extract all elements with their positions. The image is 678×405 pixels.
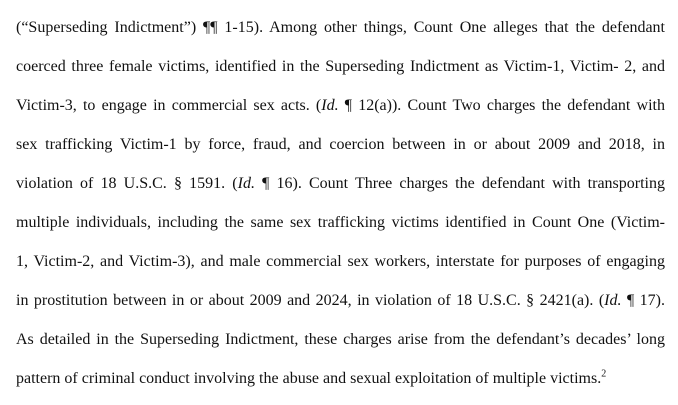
text-segment: ¶ 12(a)). Count Two charges the defendant with — [338, 97, 666, 114]
text-line-7: 1, Victim-2, and Victim-3), and male commercial sex workers, interstate for purposes of engaging — [16, 253, 665, 270]
text-line-2: coerced three female victims, identified in the Superseding Indictment as Victim-1, Victim- 2, and — [16, 58, 665, 75]
document-page — [16, 0, 665, 405]
citation-id: Id. — [604, 292, 622, 309]
text-line-5 — [16, 173, 665, 195]
text-segment: ¶ 17). — [621, 292, 665, 309]
text-line-4: sex trafficking Victim-1 by force, fraud, and coercion between in or about 2009 and 2018, in — [16, 136, 665, 153]
text-segment: pattern of criminal conduct involving the abuse and sexual exploitation of multiple victims. — [16, 370, 602, 387]
text-line-1: (“Superseding Indictment”) ¶¶ 1-15). Among other things, Count One alleges that the defendant — [16, 19, 665, 36]
text-segment: in prostitution between in or about 2009 and 2024, in violation of 18 U.S.C. § 2421(a). ( — [16, 292, 605, 309]
citation-id: Id. — [237, 175, 255, 192]
citation-id: Id. — [321, 97, 339, 114]
text-line-10 — [16, 368, 665, 390]
footnote-marker[interactable]: 2 — [601, 368, 607, 380]
text-line-9: As detailed in the Superseding Indictment, these charges arise from the defendant’s decades’ long — [16, 331, 665, 348]
text-segment: Victim-3, to engage in commercial sex acts. ( — [16, 97, 322, 114]
text-line-6: multiple individuals, including the same sex trafficking victims identified in Count One (Victim- — [16, 214, 665, 231]
text-line-8 — [16, 290, 665, 312]
text-line-3 — [16, 95, 665, 117]
text-segment: ¶ 16). Count Three charges the defendant with transporting — [254, 175, 666, 192]
text-segment: violation of 18 U.S.C. § 1591. ( — [16, 175, 238, 192]
